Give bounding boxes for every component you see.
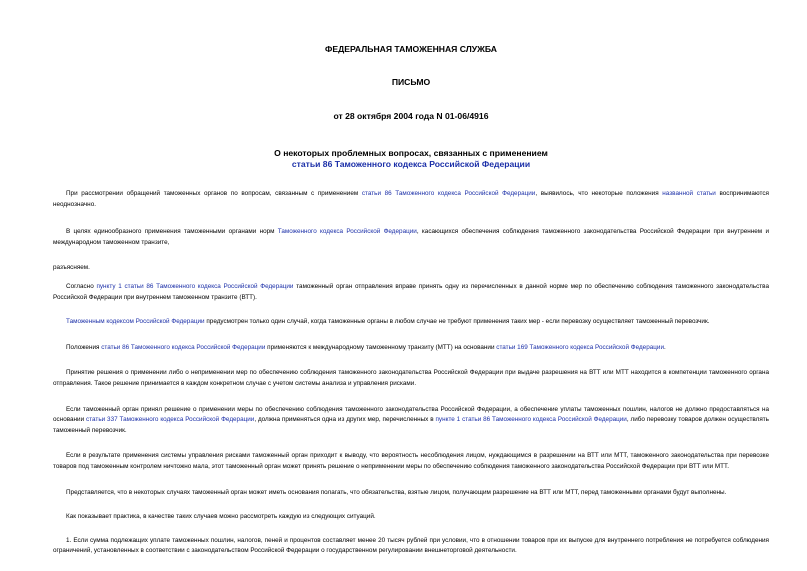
document-date-number: от 28 октября 2004 года N 01-06/4916 [333,111,489,121]
law-reference-link[interactable]: пункту 1 статьи 86 Таможенного кодекса Российской Федерации [96,282,294,290]
paragraph-text: . [664,343,666,351]
paragraph-text: Как показывает практика, в качестве таких случаев можно рассмотреть каждую из следующих ситуаций. [66,513,376,521]
paragraph-text: Представляется, что в некоторых случаях таможенный орган может иметь основания полагать, что обязательства, взятые лицом, получающим разрешение на ВТТ или МТТ, перед таможенными органами будут выполнены. [66,488,727,496]
law-reference-link[interactable]: статьи 86 Таможенного кодекса Российской Федерации [101,343,266,351]
law-reference-link[interactable]: пункте 1 статьи 86 Таможенного кодекса Российской Федерации [435,416,627,424]
paragraph [53,451,769,472]
paragraph-text: 1. Если сумма подлежащих уплате таможенных пошлин, налогов, пеней и процентов составляет менее 20 тысяч рублей при условии, что в отношении товаров при их выпуске для внутреннего потребления не потребуется соблюдения ограничений, установленных в соответствии с законодательством Российской Федерации о государственном регулировании внешнеторговой деятельности. [53,536,769,555]
subject-line: О некоторых проблемных вопросах, связанных с применением [274,148,548,158]
paragraph-text: Положения [66,343,102,351]
paragraph-text: , касающихся обеспечения соблюдения таможенного законодательства Российской Федерации при внутреннем и международном таможенном транзите, [53,228,769,246]
paragraph [53,343,769,354]
paragraph [53,263,769,274]
paragraph-text: применяются к международному таможенному транзиту (МТТ) на основании [265,343,497,351]
law-reference-link[interactable]: названной статьи [662,190,716,197]
law-reference-link[interactable]: статьи 169 Таможенного кодекса Российской Федерации [496,343,664,351]
paragraph [53,282,769,303]
document-body [53,189,769,557]
paragraph-text: , либо перевозку товаров должен осуществлять таможенный перевозчик. [53,416,769,434]
paragraph [53,488,769,499]
subject-link-article-86[interactable]: статьи 86 Таможенного кодекса Российской Федерации [291,159,531,169]
paragraph [53,189,769,210]
paragraph [53,368,769,389]
paragraph [53,317,769,328]
paragraph-text: таможенный орган отправления вправе принять одну из перечисленных в данной норме мер по обеспечению соблюдения таможенного законодательства Российской Федерации при внутреннем таможенном транзите (ВТТ). [53,282,769,301]
paragraph [53,536,769,557]
document [53,0,769,557]
law-reference-link[interactable]: статьи 337 Таможенного кодекса Российской Федерации [86,416,255,424]
document-type: ПИСЬМО [391,77,431,87]
paragraph-text: При рассмотрении обращений таможенных органов по вопросам, связанным с применением [66,190,362,197]
paragraph [53,512,769,523]
paragraph [53,227,769,248]
paragraph-text: , выявилось, что некоторые положения [535,190,663,197]
paragraph [53,405,769,437]
paragraph-text: Согласно [66,282,97,290]
paragraph-text: воспринимаются неоднозначно. [53,190,769,208]
paragraph-text: Если в результате применения системы управления рисками таможенный орган приходит к выводу, что вероятность несоблюдения лицом, нуждающимся в разрешении на ВТТ или МТТ, таможенного законодательства при перевозке товаров под таможенным контролем ничтожно мала, этот таможенный орган может принять решение о неприменении меры по обеспечению соблюдения таможенного законодательства Российской Федерации при ВТТ или МТТ. [53,452,769,470]
law-reference-link[interactable]: статьи 86 Таможенного кодекса Российской Федерации [361,190,536,197]
law-reference-link[interactable]: Таможенным кодексом Российской Федерации [66,318,205,326]
document-subject [53,148,769,170]
paragraph-text: разъясняем. [53,264,90,272]
paragraph-text: Принятие решения о применении либо о неприменении мер по обеспечению соблюдения таможенного законодательства Российской Федерации при выдаче разрешения на ВТТ или МТТ находится в компетенции таможенного органа отправления. Такое решение принимается в каждом конкретном случае с учетом системы анализа и управления рисками. [53,369,769,387]
paragraph-text: , должна применяться одна из других мер, перечисленных в [254,416,436,424]
paragraph-text: предусмотрен только один случай, когда таможенные органы в любом случае не требуют применения таких мер - если перевозку осуществляет таможенный перевозчик. [204,318,710,326]
paragraph-text: Если таможенный орган принял решение о применении меры по обеспечению соблюдения таможенного законодательства Российской Федерации, а обеспечение уплаты таможенных пошлин, налогов не должно предоставляться на основании [53,405,769,424]
law-reference-link[interactable]: Таможенного кодекса Российской Федерации [277,228,417,236]
paragraph-text: В целях единообразного применения таможенными органами норм [66,228,278,236]
issuer-name: ФЕДЕРАЛЬНАЯ ТАМОЖЕННАЯ СЛУЖБА [325,44,497,54]
